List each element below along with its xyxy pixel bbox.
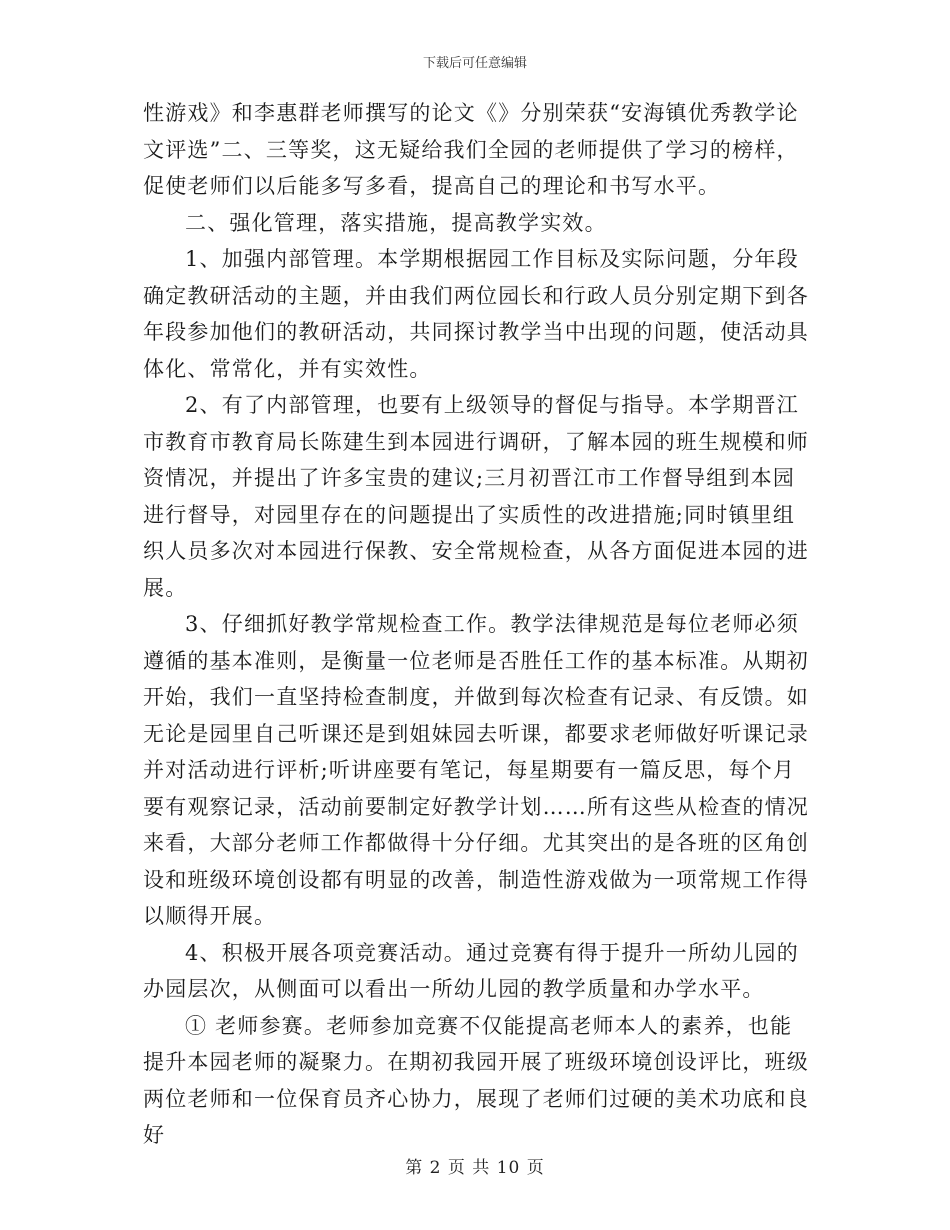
paragraph-supervision: 2、有了内部管理，也要有上级领导的督促与指导。本学期晋江市教育市教育局长陈建生到本园进行调研，了解本园的班生规模和师资情况，并提出了许多宝贵的建议;三月初晋江市工作督导组到本园进行督导，对园里存在的问题提出了实质性的改进措施;同时镇里组织人员多次对本园进行保教、安全常规检查，从各方面促进本园的进展。 [143, 393, 809, 600]
page-header: 下载后可任意编辑 [422, 56, 527, 71]
paragraph-competitions: 4、积极开展各项竞赛活动。通过竞赛有得于提升一所幼儿园的办园层次，从侧面可以看出一所幼儿园的教学质量和办学水平。 [143, 940, 799, 1001]
page-footer: 第 2 页 共 10 页 [405, 1158, 545, 1178]
paragraph-internal-management: 1、加强内部管理。本学期根据园工作目标及实际问题，分年段确定教研活动的主题，并由我们两位园长和行政人员分别定期下到各年段参加他们的教研活动，共同探讨教学当中出现的问题，使活动具体化、常常化，并有实效性。 [143, 247, 809, 381]
paragraph-teacher-contest: ① 老师参赛。老师参加竞赛不仅能提高老师本人的素养，也能提升本园老师的凝聚力。在期初我园开展了班级环境创设评比，班级两位老师和一位保育员齐心协力，展现了老师们过硬的美术功底和良好 [143, 1013, 809, 1147]
paragraph-routine-inspection: 3、仔细抓好教学常规检查工作。教学法律规范是每位老师必须遵循的基本准则，是衡量一位老师是否胜任工作的基本标准。从期初开始，我们一直坚持检查制度，并做到每次检查有记录、有反馈。如无论是园里自己听课还是到姐妹园去听课，都要求老师做好听课记录并对活动进行评析;听讲座要有笔记，每星期要有一篇反思，每个月要有观察记录，活动前要制定好教学计划……所有这些从检查的情况来看，大部分老师工作都做得十分仔细。尤其突出的是各班的区角创设和班级环境创设都有明显的改善，制造性游戏做为一项常规工作得以顺得开展。 [143, 612, 809, 928]
document-body [143, 95, 813, 1154]
paragraph-continued: 性游戏》和李惠群老师撰写的论文《》分别荣获“安海镇优秀教学论文评选”二、三等奖，这无疑给我们全园的老师提供了学习的榜样，促使老师们以后能多写多看，提高自己的理论和书写水平。 [143, 101, 799, 198]
section-heading-2: 二、强化管理，落实措施，提高教学实效。 [185, 210, 607, 235]
